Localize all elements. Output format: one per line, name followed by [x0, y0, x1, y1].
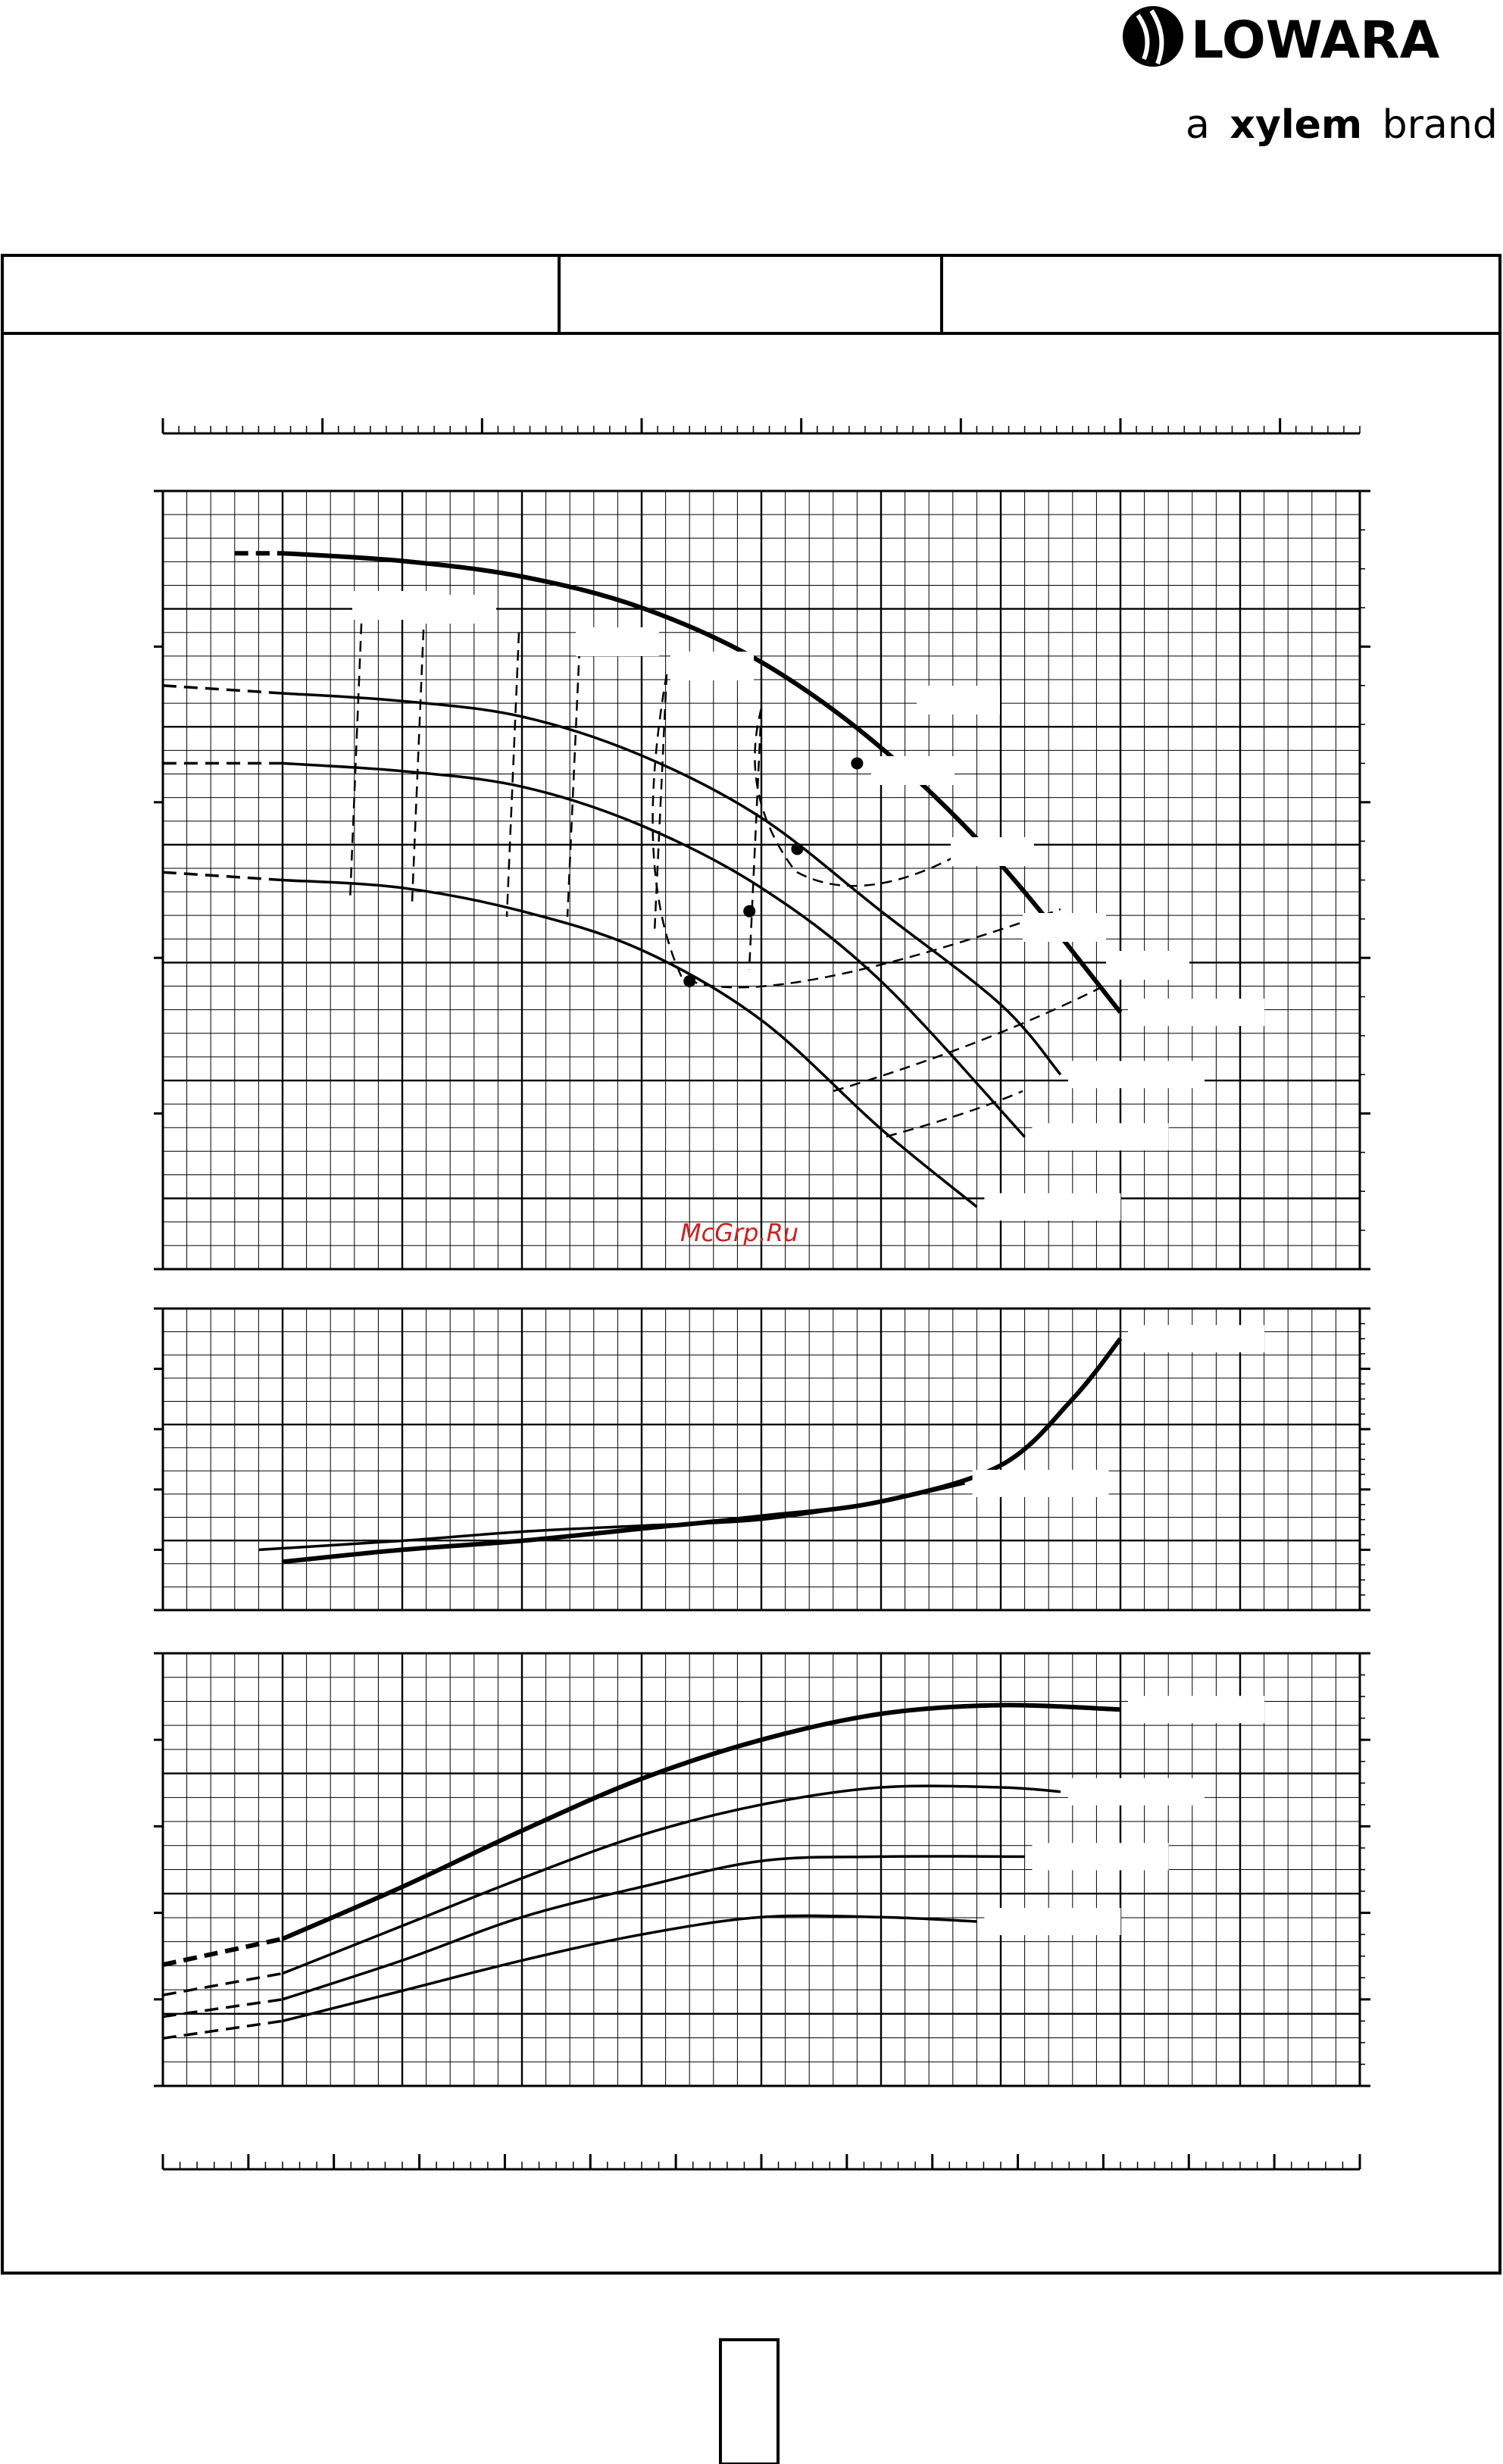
curve-label-npsh-a	[1128, 1325, 1264, 1352]
efficiency-contour	[653, 674, 1061, 987]
brand-prefix: a	[1186, 102, 1210, 148]
curve-label-power-3	[1033, 1843, 1169, 1870]
brand-suffix: brand	[1382, 102, 1498, 148]
isoline-label	[413, 595, 496, 624]
power-curve-chart	[154, 1653, 1370, 2086]
curve-power-2-dashed	[163, 1974, 283, 1996]
curve-label-impeller-4	[984, 1193, 1120, 1221]
npsh-curve-chart	[154, 1309, 1370, 1610]
curve-impeller-4	[283, 880, 976, 1207]
curve-power-1-dashed	[163, 1939, 283, 1965]
curve-label-power-4	[984, 1908, 1120, 1935]
efficiency-isoline	[350, 606, 362, 902]
bottom-scale-ruler	[163, 2154, 1360, 2169]
svg-text:a xylem brand	[1186, 102, 1498, 148]
page-number-box	[720, 2340, 778, 2464]
head-curve-chart	[154, 491, 1370, 1269]
isoline-label	[576, 627, 659, 656]
curve-label-impeller-2	[1068, 1061, 1205, 1088]
curve-power-4-dashed	[163, 2021, 283, 2038]
curve-label-impeller-1	[1128, 999, 1264, 1026]
isoline-label	[670, 652, 754, 680]
operating-point-dot	[791, 843, 803, 855]
curve-label-power-1	[1128, 1696, 1264, 1723]
watermark-text: McGrp.Ru	[680, 1218, 799, 1247]
brand-name: xylem	[1230, 102, 1363, 148]
isoline-label	[871, 756, 955, 785]
curve-power-1	[283, 1705, 1120, 1938]
brand-line	[1186, 102, 1498, 148]
isoline-label	[1023, 913, 1106, 942]
isoline-label	[917, 686, 1000, 714]
operating-point-dot	[851, 757, 863, 769]
curve-impeller-2-dashed	[163, 686, 283, 693]
outer-frame	[2, 255, 1500, 2273]
curve-label-power-2	[1068, 1778, 1205, 1806]
efficiency-isoline	[412, 612, 424, 902]
efficiency-isoline	[567, 648, 580, 917]
logo-text: LOWARA	[1191, 11, 1440, 70]
curve-label-impeller-3	[1033, 1123, 1169, 1150]
isoline-label	[1106, 951, 1189, 980]
efficiency-isoline	[507, 633, 519, 917]
lowara-logo	[1123, 6, 1440, 70]
curve-impeller-4-dashed	[163, 872, 283, 880]
top-scale-ruler	[163, 418, 1360, 433]
isoline-label	[951, 837, 1034, 866]
operating-point-dot	[743, 905, 755, 918]
curve-label-npsh-b	[973, 1470, 1109, 1497]
curve-npsh-a	[283, 1339, 1120, 1562]
